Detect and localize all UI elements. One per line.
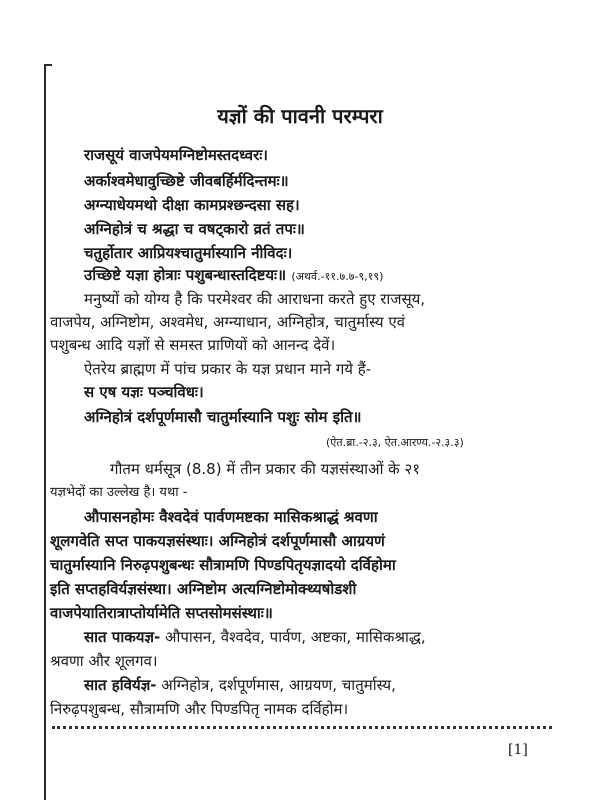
- para2-reference: (ऐत.ब्रा.-२.३, ऐत.आरण्य.-२.३.३): [326, 436, 464, 449]
- verse1-line5: चतुर्होतार आप्रियश्चातुर्मास्यानि नीविदः।: [84, 244, 293, 262]
- para5-line1: [84, 676, 396, 694]
- verse2-line5: वाजपेयातिरात्राप्तोर्यामेति सप्तसोमसंस्थाः॥: [50, 604, 273, 622]
- para2-line1: ऐतरेय ब्राह्मण में पांच प्रकार के यज्ञ प्रधान माने गये हैं-: [84, 360, 372, 378]
- para2-line2: स एष यज्ञः पञ्चविधः।: [84, 383, 204, 401]
- para5-label: सात हविर्यज्ञ-: [84, 676, 157, 694]
- verse1-line3: अग्न्याधेयमथो दीक्षा कामप्रश्छन्दसा सह।: [84, 196, 300, 214]
- para5-text: अग्निहोत्र, दर्शपूर्णमास, आग्रयण, चातुर्मास्य,: [156, 676, 396, 694]
- para1-line1: मनुष्यों को योग्य है कि परमेश्वर की आराधना करते हुए राजसूय,: [84, 290, 426, 308]
- para5-line2: निरुढ़पशुबन्ध, सौत्रामणि और पिण्डपितृ नामक दर्विहोम।: [50, 700, 349, 718]
- verse2-line2: शूलगवेति सप्त पाकयज्ञसंस्थाः। अग्निहोत्रं दर्शपूर्णमासौ आग्रयणं: [50, 532, 385, 550]
- page-border-left: [44, 64, 46, 800]
- para3-line1: गौतम धर्मसूत्र (8.8) में तीन प्रकार की यज्ञसंस्थाओं के २१: [110, 460, 421, 478]
- page-border-corner: [44, 64, 52, 66]
- verse2-line4: इति सप्तहविर्यज्ञसंस्था। अग्निष्टोम अत्यग्निष्टोमोक्थ्यषोडशी: [50, 580, 357, 598]
- page-number: [1]: [508, 742, 528, 758]
- footer-separator: [52, 726, 552, 729]
- verse2-line1: औपासनहोमः वैश्वदेवं पार्वणमष्टका मासिकश्राद्धं श्रवणा: [84, 508, 378, 526]
- verse1-line1: राजसूयं वाजपेयमग्निष्टोमस्तदध्वरः।: [84, 146, 268, 164]
- verse1-line6: [84, 266, 383, 286]
- verse2-line3: चातुर्मास्यानि निरुढ़पशुबन्धः सौत्रामणि पिण्डपितृयज्ञादयो दर्विहोमा: [50, 556, 396, 574]
- para4-text: औपासन, वैश्वदेव, पार्वण, अष्टका, मासिकश्राद्ध,: [160, 628, 426, 646]
- para4-line2: श्रवणा और शूलगव।: [50, 652, 158, 670]
- para3-line2: यज्ञभेदों का उल्लेख है। यथा -: [50, 485, 188, 500]
- verse1-line4: अग्निहोत्रं च श्रद्धा च वषट्कारो व्रतं तपः॥: [84, 220, 305, 238]
- para2-line3: अग्निहोत्रं दर्शपूर्णमासौ चातुर्मास्यानि पशुः सोम इति॥: [84, 408, 362, 426]
- para1-line2: वाजपेय, अग्निष्टोम, अश्वमेध, अग्न्याधान, अग्निहोत्र, चातुर्मास्य एवं: [50, 313, 406, 331]
- verse1-reference: (अथर्व.-११.७.७-९,१९): [291, 270, 384, 283]
- verse1-line6-text: उच्छिष्टे यज्ञा होत्राः पशुबन्धास्तदिष्टयः॥: [84, 266, 287, 284]
- verse1-line2: अर्काश्वमेधावुच्छिष्टे जीवबर्हिर्मदिन्तमः॥: [84, 172, 289, 190]
- para1-line3: पशुबन्ध आदि यज्ञों से समस्त प्राणियों को आनन्द देवें।: [50, 336, 336, 354]
- para4-line1: [84, 628, 426, 646]
- para4-label: सात पाकयज्ञ-: [84, 628, 161, 646]
- page-title: यज्ञों की पावनी परम्परा: [217, 104, 383, 128]
